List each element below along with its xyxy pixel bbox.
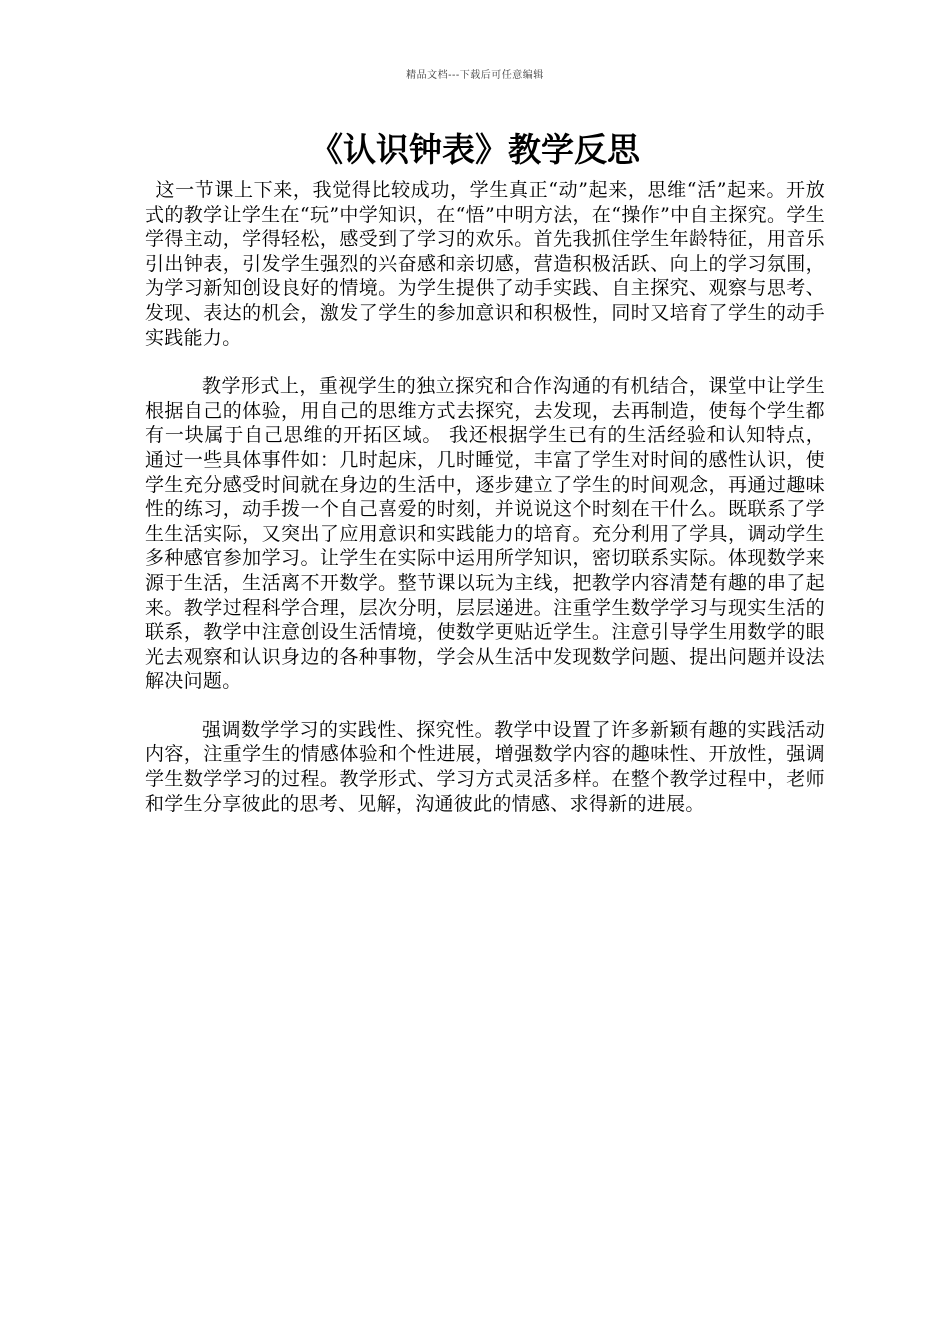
paragraph-1: 这一节课上下来，我觉得比较成功，学生真正“动”起来，思维“活”起来。开放式的教学让学生在“玩”中学知识，在“悟”中明方法，在“操作”中自主探究。学生学得主动，学得轻松，感受到了学习的欢乐。首先我抓住学生年龄特征，用音乐引出钟表，引发学生强烈的兴奋感和亲切感，营造积极活跃、向上的学习氛围，为学习新知创设良好的情境。为学生提供了动手实践、自主探究、观察与思考、发现、表达的机会，激发了学生的参加意识和积极性，同时又培育了学生的动手实践能力。 (145, 179, 825, 349)
header-note: 精品文档---下载后可任意编辑 (406, 70, 544, 81)
paragraph-2: 教学形式上，重视学生的独立探究和合作沟通的有机结合，课堂中让学生根据自己的体验，用自己的思维方式去探究，去发现，去再制造，使每个学生都有一块属于自己思维的开拓区域。 我还根据学生已有的生活经验和认知特点，通过一些具体事件如：几时起床，几时睡觉，丰富了学生对时间的感性认识，使学生充分感受时间就在身边的生活中，逐步建立了学生的时间观念，再通过趣味性的练习，动手拨一个自己喜爱的时刻，并说说这个时刻在干什么。既联系了学生生活实际，又突出了应用意识和实践能力的培育。充分利用了学具，调动学生多种感官参加学习。让学生在实际中运用所学知识，密切联系实际。体现数学来源于生活，生活离不开数学。整节课以玩为主线，把教学内容清楚有趣的串了起来。教学过程科学合理，层次分明，层层递进。注重学生数学学习与现实生活的联系，教学中注意创设生活情境，使数学更贴近学生。注意引导学生用数学的眼光去观察和认识身边的各种事物，学会从生活中发现数学问题、提出问题并设法解决问题。 (145, 375, 825, 693)
document-body (145, 178, 825, 840)
paragraph-3: 强调数学学习的实践性、探究性。教学中设置了许多新颖有趣的实践活动内容，注重学生的情感体验和个性进展，增强数学内容的趣味性、开放性，强调学生数学学习的过程。教学形式、学习方式灵活多样。在整个教学过程中，老师和学生分享彼此的思考、见解，沟通彼此的情感、求得新的进展。 (145, 718, 825, 815)
document-title: 《认识钟表》教学反思 (310, 130, 640, 169)
